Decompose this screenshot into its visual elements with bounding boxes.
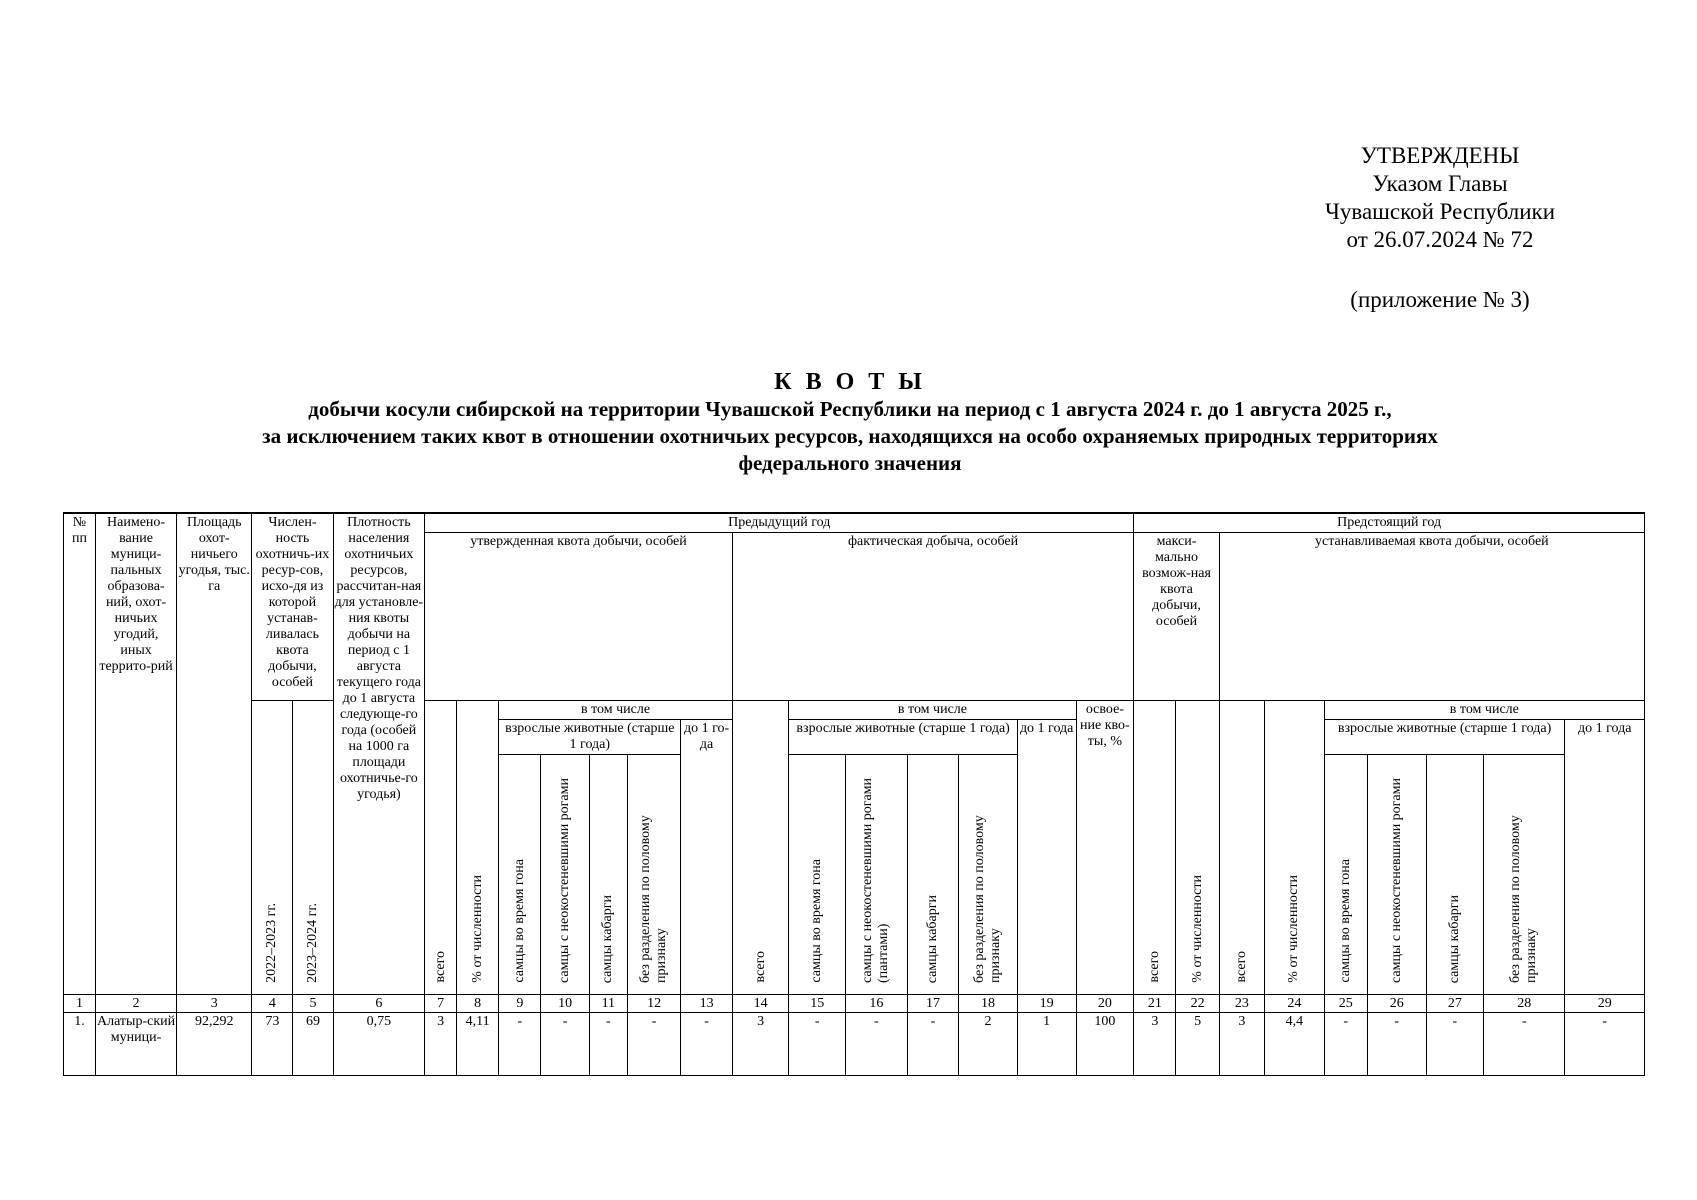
cell-num: 1. [64, 1013, 96, 1076]
header-mastery: освое-ние кво-ты, % [1076, 701, 1134, 995]
col-number: 2 [95, 995, 176, 1013]
header-max-total: всего [1134, 701, 1176, 995]
header-approved-nosex: без разделения по половому признаку [627, 755, 681, 995]
header-density: Плотность населения охотничьих ресурсов, рассчитан-ная для установле-ния квоты добычи на период с 1 августа текущего года до 1 августа следующе-го года (особей на 1000 га площади охотничье-го угодья) [333, 513, 425, 995]
cell-approved-pct: 4,11 [457, 1013, 499, 1076]
header-actual-under1: до 1 года [1017, 720, 1076, 995]
col-number: 19 [1017, 995, 1076, 1013]
cell-area: 92,292 [177, 1013, 252, 1076]
table-row [64, 1013, 1645, 1076]
col-number: 8 [457, 995, 499, 1013]
title-line-3: федерального значения [738, 451, 962, 475]
header-approved-total: всего [425, 701, 457, 995]
cell-pop-2022: 73 [252, 1013, 293, 1076]
title-main: К В О Т Ы [774, 369, 926, 395]
col-number: 7 [425, 995, 457, 1013]
cell-max-pct: 5 [1176, 1013, 1219, 1076]
col-number: 17 [907, 995, 958, 1013]
header-approved-under1: до 1 го-да [681, 720, 732, 995]
header-approved-including: в том числе [499, 701, 733, 720]
quota-table [63, 512, 1645, 1076]
approval-line-4: от 26.07.2024 № 72 [1346, 227, 1534, 252]
header-actual-musk: самцы кабарги [907, 755, 958, 995]
cell-approved-nosex: - [627, 1013, 681, 1076]
col-number: 20 [1076, 995, 1134, 1013]
col-number: 22 [1176, 995, 1219, 1013]
header-actual-adults: взрослые животные (старше 1 года) [789, 720, 1017, 755]
cell-approved-total: 3 [425, 1013, 457, 1076]
col-number: 9 [499, 995, 541, 1013]
header-year-2022: 2022–2023 гг. [252, 701, 293, 995]
cell-set-rut: - [1324, 1013, 1367, 1076]
header-actual-rut: самцы во время гона [789, 755, 846, 995]
approval-line-1: УТВЕРЖДЕНЫ [1360, 143, 1520, 168]
header-approved-velvet: самцы с неокостеневшими рогами [541, 755, 589, 995]
header-approved-pct: % от численности [457, 701, 499, 995]
header-actual-harvest: фактическая добыча, особей [732, 533, 1133, 701]
col-number: 10 [541, 995, 589, 1013]
header-actual-total: всего [732, 701, 789, 995]
col-number: 11 [589, 995, 627, 1013]
header-set-quota: устанавливаемая квота добычи, особей [1219, 533, 1644, 701]
cell-actual-musk: - [907, 1013, 958, 1076]
document-title [60, 368, 1640, 477]
title-line-1: добычи косули сибирской на территории Чувашской Республики на период с 1 августа 2024 г. до 1 августа 2025 г., [308, 397, 1392, 421]
col-number: 3 [177, 995, 252, 1013]
col-number: 26 [1367, 995, 1426, 1013]
cell-approved-musk: - [589, 1013, 627, 1076]
col-number: 1 [64, 995, 96, 1013]
cell-set-under1: - [1565, 1013, 1645, 1076]
header-set-musk: самцы кабарги [1426, 755, 1484, 995]
approval-line-3: Чувашской Республики [1324, 199, 1556, 224]
cell-mastery: 100 [1076, 1013, 1134, 1076]
header-approved-rut: самцы во время гона [499, 755, 541, 995]
header-area: Площадь охот-ничьего угодья, тыс. га [177, 513, 252, 995]
col-number: 29 [1565, 995, 1645, 1013]
header-set-under1: до 1 года [1565, 720, 1645, 995]
col-number: 6 [333, 995, 425, 1013]
cell-pop-2023: 69 [293, 1013, 333, 1076]
header-set-including: в том числе [1324, 701, 1644, 720]
header-actual-velvet: самцы с неокостеневшими рогами (пантами) [846, 755, 908, 995]
header-approved-musk: самцы кабарги [589, 755, 627, 995]
header-num: № пп [64, 513, 96, 995]
col-number: 25 [1324, 995, 1367, 1013]
cell-max-total: 3 [1134, 1013, 1176, 1076]
header-name: Наимено-вание муници-пальных образова-ний, охот-ничьих угодий, иных террито-рий [95, 513, 176, 995]
approval-line-2: Указом Главы [1372, 171, 1508, 196]
header-set-total: всего [1219, 701, 1264, 995]
header-next-year: Предстоящий год [1134, 513, 1645, 533]
header-actual-nosex: без разделения по половому признаку [959, 755, 1018, 995]
col-number: 18 [959, 995, 1018, 1013]
column-number-row [64, 995, 1645, 1013]
col-number: 14 [732, 995, 789, 1013]
cell-approved-velvet: - [541, 1013, 589, 1076]
col-number: 5 [293, 995, 333, 1013]
header-approved-adults: взрослые животные (старше 1 года) [499, 720, 681, 755]
col-number: 27 [1426, 995, 1484, 1013]
header-set-nosex: без разделения по половому признаку [1484, 755, 1565, 995]
cell-set-musk: - [1426, 1013, 1484, 1076]
col-number: 4 [252, 995, 293, 1013]
col-number: 15 [789, 995, 846, 1013]
header-population: Числен-ность охотничь-их ресур-сов, исхо-дя из которой устанав-ливалась квота добычи, особей [252, 513, 333, 701]
cell-actual-velvet: - [846, 1013, 908, 1076]
cell-approved-rut: - [499, 1013, 541, 1076]
header-set-velvet: самцы с неокостеневшими рогами [1367, 755, 1426, 995]
col-number: 12 [627, 995, 681, 1013]
approval-stamp [1290, 142, 1590, 254]
cell-actual-rut: - [789, 1013, 846, 1076]
header-max-pct: % от численности [1176, 701, 1219, 995]
header-year-2023: 2023–2024 гг. [293, 701, 333, 995]
cell-actual-total: 3 [732, 1013, 789, 1076]
col-number: 21 [1134, 995, 1176, 1013]
cell-density: 0,75 [333, 1013, 425, 1076]
header-set-pct: % от численности [1264, 701, 1324, 995]
cell-actual-under1: 1 [1017, 1013, 1076, 1076]
header-set-rut: самцы во время гона [1324, 755, 1367, 995]
cell-set-velvet: - [1367, 1013, 1426, 1076]
header-max-quota: макси-мально возмож-ная квота добычи, особей [1134, 533, 1219, 701]
header-prev-year: Предыдущий год [425, 513, 1134, 533]
cell-set-nosex: - [1484, 1013, 1565, 1076]
col-number: 13 [681, 995, 732, 1013]
col-number: 23 [1219, 995, 1264, 1013]
header-approved-quota: утвержденная квота добычи, особей [425, 533, 733, 701]
cell-set-total: 3 [1219, 1013, 1264, 1076]
col-number: 24 [1264, 995, 1324, 1013]
col-number: 16 [846, 995, 908, 1013]
header-actual-including: в том числе [789, 701, 1076, 720]
header-set-adults: взрослые животные (старше 1 года) [1324, 720, 1565, 755]
title-line-2: за исключением таких квот в отношении охотничьих ресурсов, находящихся на особо охраняемых природных территориях [262, 424, 1438, 448]
cell-approved-under1: - [681, 1013, 732, 1076]
appendix-label: (приложение № 3) [1350, 287, 1530, 312]
cell-set-pct: 4,4 [1264, 1013, 1324, 1076]
cell-actual-nosex: 2 [959, 1013, 1018, 1076]
cell-name: Алатыр-ский муници- [95, 1013, 176, 1076]
col-number: 28 [1484, 995, 1565, 1013]
